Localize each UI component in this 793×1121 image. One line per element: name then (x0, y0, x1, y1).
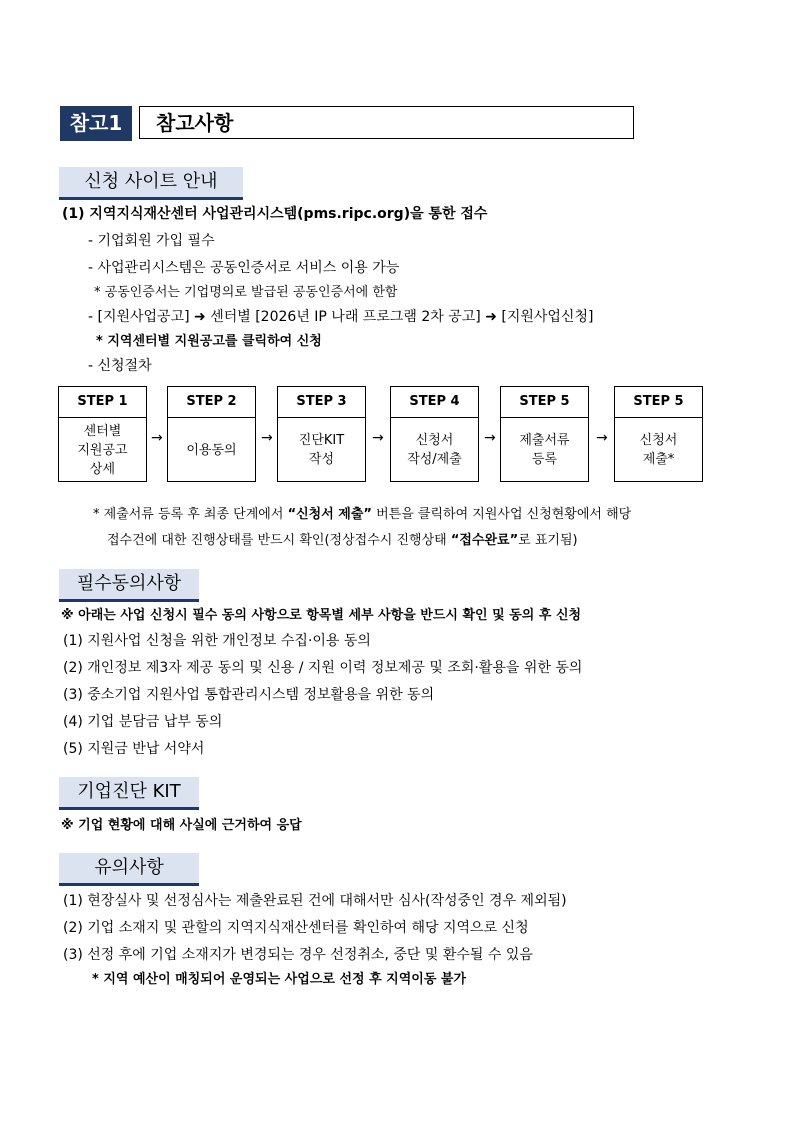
note-certificate: * 공동인증서는 기업명의로 발급된 공동인증서에 한함 (94, 285, 398, 300)
arrow-right-icon: → (484, 430, 496, 446)
consent-item-1: (1) 지원사업 신청을 위한 개인정보 수집·이용 동의 (63, 633, 371, 649)
step-title: STEP 5 (615, 387, 702, 418)
precaution-item-3: (3) 선정 후에 기업 소재지가 변경되는 경우 선정취소, 중단 및 환수될 수 있음 (63, 947, 533, 963)
section-heading-diagnosis-kit: 기업진단 KIT (59, 777, 199, 810)
consent-item-3: (3) 중소기업 지원사업 통합관리시스템 정보활용을 위한 동의 (63, 687, 435, 703)
bullet-member-signup: - 기업회원 가입 필수 (88, 233, 215, 249)
step-note-line-2: 접수건에 대한 진행상태를 반드시 확인(정상접수시 진행상태 “접수완료”로 표기됨) (107, 533, 578, 548)
step-note-line-1: * 제출서류 등록 후 최종 단계에서 “신청서 제출” 버튼을 클릭하여 지원사업 신청현황에서 해당 (93, 507, 632, 522)
step-title: STEP 4 (391, 387, 478, 418)
step-box-6 (614, 386, 703, 482)
arrow-right-icon: → (261, 430, 273, 446)
bullet-menu-path: - [지원사업공고] ➜ 센터별 [2026년 IP 나래 프로그램 2차 공고] ➜ [지원사업신청] (88, 309, 594, 325)
precaution-item-2: (2) 기업 소재지 및 관할의 지역지식재산센터를 확인하여 해당 지역으로 신청 (63, 920, 529, 936)
step-box-4 (390, 386, 479, 482)
step-title: STEP 1 (59, 387, 146, 418)
site-guide-item-1: (1) 지역지식재산센터 사업관리시스템(pms.ripc.org)을 통한 접수 (62, 206, 488, 222)
step-box-2 (167, 386, 256, 482)
note-click-notice: * 지역센터별 지원공고를 클릭하여 신청 (96, 334, 322, 349)
bullet-procedure: - 신청절차 (88, 358, 152, 374)
step-box-5 (500, 386, 589, 482)
section-heading-required-consent: 필수동의사항 (59, 569, 199, 602)
consent-item-5: (5) 지원금 반납 서약서 (63, 741, 205, 757)
reference-badge: 참고1 (60, 106, 132, 141)
section-heading-precautions: 유의사항 (59, 853, 199, 886)
step-body: 센터별 지원공고 상세 (77, 423, 128, 477)
arrow-right-icon: → (372, 430, 384, 446)
step-box-1 (58, 386, 147, 482)
step-body: 신청서 제출* (639, 433, 678, 467)
consent-item-4: (4) 기업 분담금 납부 동의 (63, 714, 223, 730)
step-body: 이용동의 (186, 442, 237, 458)
consent-item-2: (2) 개인정보 제3자 제공 동의 및 신용 / 지원 이력 정보제공 및 조회·활용을 위한 동의 (63, 660, 583, 676)
step-title: STEP 2 (168, 387, 255, 418)
step-body: 신청서 작성/제출 (407, 433, 462, 467)
step-title: STEP 3 (278, 387, 365, 418)
bullet-certificate-service: - 사업관리시스템은 공동인증서로 서비스 이용 가능 (88, 260, 400, 276)
precaution-item-1: (1) 현장실사 및 선정심사는 제출완료된 건에 대해서만 심사(작성중인 경우 제외됨) (63, 893, 567, 909)
precaution-note: * 지역 예산이 매칭되어 운영되는 사업으로 선정 후 지역이동 불가 (92, 972, 467, 987)
step-box-3 (277, 386, 366, 482)
section-heading-site-guide: 신청 사이트 안내 (59, 167, 243, 200)
diagnosis-notice: ※ 기업 현황에 대해 사실에 근거하여 응답 (61, 818, 302, 833)
arrow-right-icon: → (596, 430, 608, 446)
arrow-right-icon: → (151, 430, 163, 446)
step-title: STEP 5 (501, 387, 588, 418)
step-body: 제출서류 등록 (519, 433, 570, 467)
step-body: 진단KIT 작성 (298, 433, 345, 467)
consent-notice: ※ 아래는 사업 신청시 필수 동의 사항으로 항목별 세부 사항을 반드시 확인 및 동의 후 신청 (61, 608, 582, 623)
page-title: 참고사항 (139, 106, 634, 139)
